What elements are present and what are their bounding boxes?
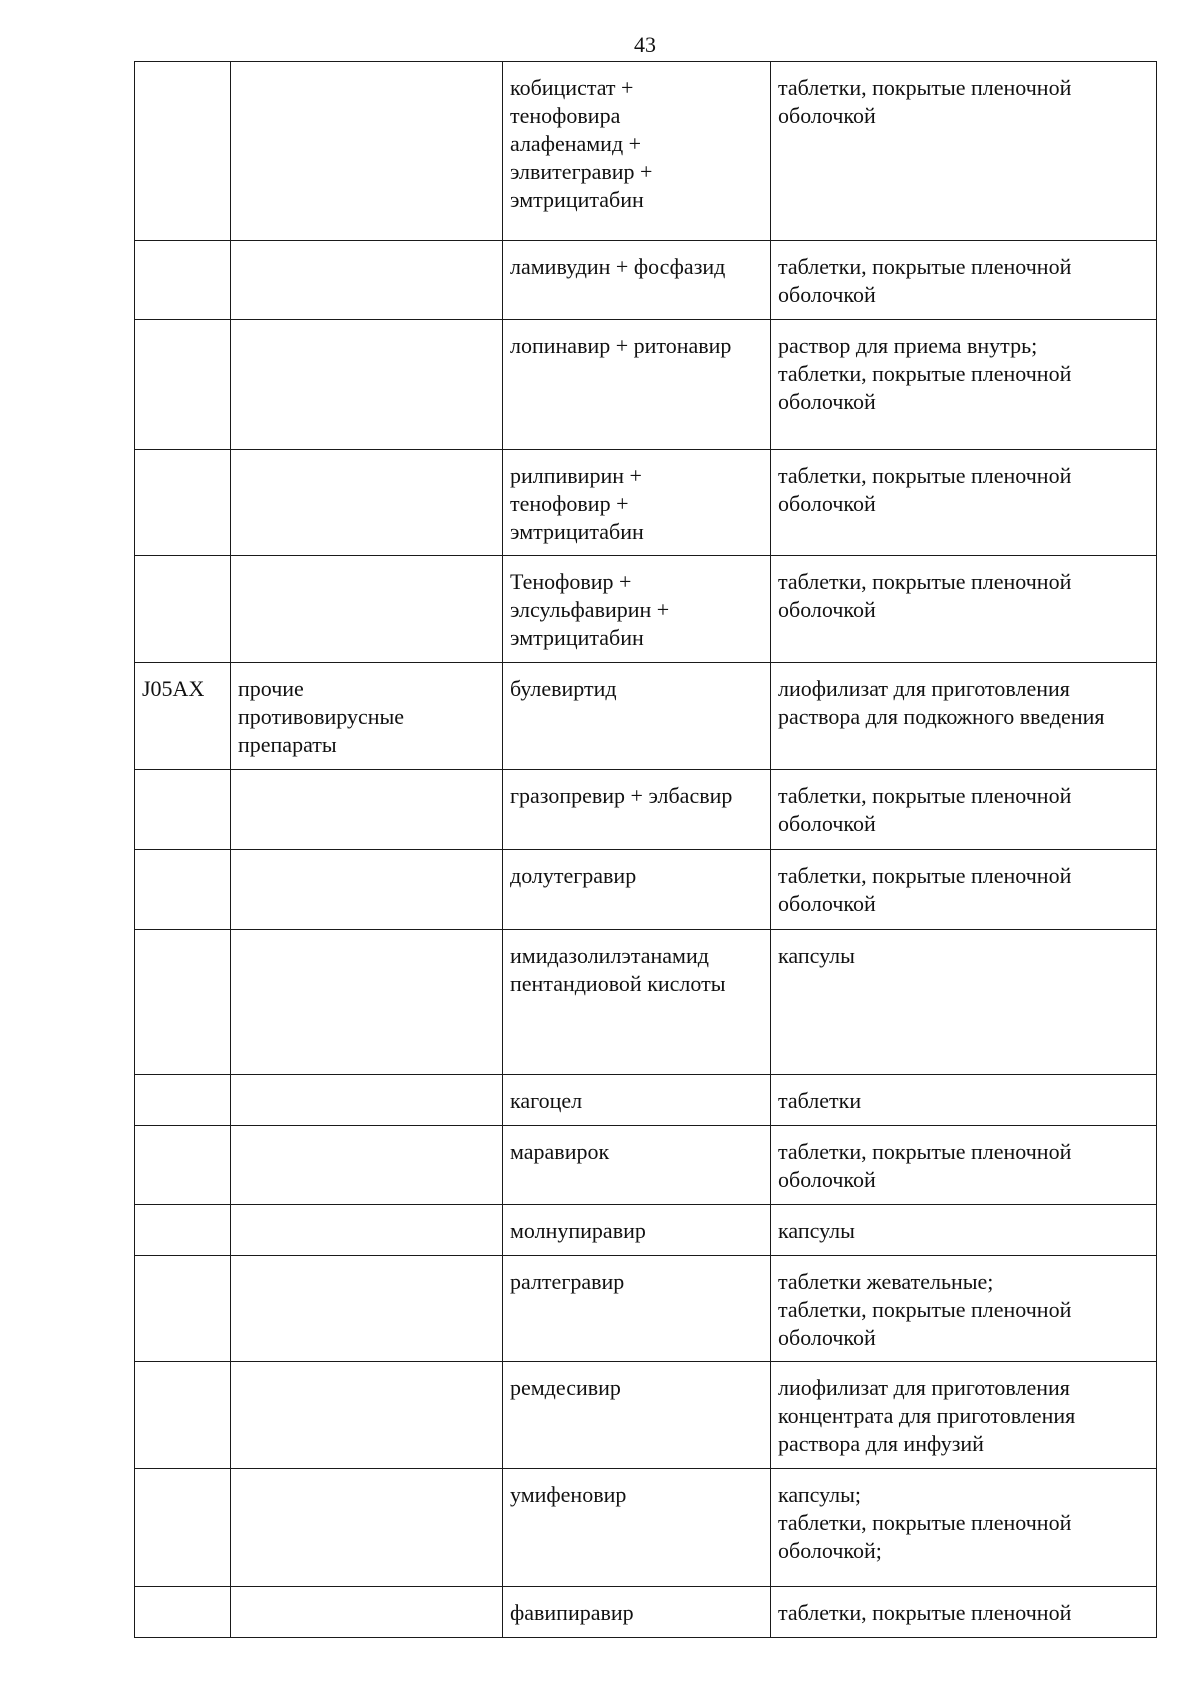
group-cell xyxy=(231,1126,503,1205)
atc-code-cell xyxy=(135,1205,231,1256)
atc-code-cell xyxy=(135,241,231,320)
atc-code-cell xyxy=(135,1075,231,1126)
drug-name-cell: фавипиравир xyxy=(503,1587,771,1638)
group-cell xyxy=(231,556,503,663)
drug-name-cell: маравирок xyxy=(503,1126,771,1205)
drug-name-cell: булевиртид xyxy=(503,663,771,770)
dosage-form-cell: таблетки xyxy=(771,1075,1157,1126)
dosage-form-cell: таблетки, покрытые пленочной оболочкой xyxy=(771,1126,1157,1205)
table-row xyxy=(135,663,1157,770)
table-row xyxy=(135,450,1157,556)
dosage-form-cell: таблетки, покрытые пленочной оболочкой xyxy=(771,770,1157,850)
drug-name-cell: умифеновир xyxy=(503,1469,771,1587)
group-cell xyxy=(231,1362,503,1469)
table-row xyxy=(135,62,1157,241)
atc-code-cell xyxy=(135,1256,231,1362)
table-row xyxy=(135,556,1157,663)
group-cell xyxy=(231,320,503,450)
dosage-form-cell: капсулы xyxy=(771,930,1157,1075)
dosage-form-cell: капсулы xyxy=(771,1205,1157,1256)
group-cell xyxy=(231,850,503,930)
atc-code-cell xyxy=(135,62,231,241)
atc-code-cell xyxy=(135,320,231,450)
dosage-form-cell: лиофилизат для приготовления концентрата для приготовления раствора для инфузий xyxy=(771,1362,1157,1469)
table-row xyxy=(135,850,1157,930)
drug-name-cell: ралтегравир xyxy=(503,1256,771,1362)
dosage-form-cell: таблетки, покрытые пленочной оболочкой xyxy=(771,450,1157,556)
group-cell xyxy=(231,241,503,320)
drug-name-cell: рилпивирин + тенофовир + эмтрицитабин xyxy=(503,450,771,556)
drug-name-cell: гразопревир + элбасвир xyxy=(503,770,771,850)
atc-code-cell xyxy=(135,450,231,556)
dosage-form-cell: лиофилизат для приготовления раствора для подкожного введения xyxy=(771,663,1157,770)
dosage-form-cell: таблетки, покрытые пленочной xyxy=(771,1587,1157,1638)
atc-code-cell xyxy=(135,930,231,1075)
atc-code-cell: J05AX xyxy=(135,663,231,770)
table-row xyxy=(135,1587,1157,1638)
dosage-form-cell: таблетки, покрытые пленочной оболочкой xyxy=(771,556,1157,663)
drug-name-cell: лопинавир + ритонавир xyxy=(503,320,771,450)
dosage-form-cell: таблетки, покрытые пленочной оболочкой xyxy=(771,850,1157,930)
table-row xyxy=(135,1126,1157,1205)
atc-code-cell xyxy=(135,556,231,663)
drug-name-cell: ламивудин + фосфазид xyxy=(503,241,771,320)
dosage-form-cell: капсулы; таблетки, покрытые пленочной оболочкой; xyxy=(771,1469,1157,1587)
drug-name-cell: имидазолилэтанамид пентандиовой кислоты xyxy=(503,930,771,1075)
drug-name-cell: долутегравир xyxy=(503,850,771,930)
group-cell xyxy=(231,930,503,1075)
drug-name-cell: кобицистат + тенофовира алафенамид + элвитегравир + эмтрицитабин xyxy=(503,62,771,241)
atc-code-cell xyxy=(135,1587,231,1638)
atc-code-cell xyxy=(135,770,231,850)
group-cell xyxy=(231,1587,503,1638)
table-row xyxy=(135,930,1157,1075)
group-cell xyxy=(231,1205,503,1256)
page-number: 43 xyxy=(634,32,656,57)
dosage-form-cell: таблетки жевательные; таблетки, покрытые пленочной оболочкой xyxy=(771,1256,1157,1362)
atc-code-cell xyxy=(135,1469,231,1587)
table-row xyxy=(135,1205,1157,1256)
table-row xyxy=(135,770,1157,850)
table-row xyxy=(135,241,1157,320)
group-cell xyxy=(231,62,503,241)
drug-name-cell: Тенофовир + элсульфавирин + эмтрицитабин xyxy=(503,556,771,663)
drug-name-cell: кагоцел xyxy=(503,1075,771,1126)
drug-name-cell: молнупиравир xyxy=(503,1205,771,1256)
group-cell xyxy=(231,450,503,556)
table-row xyxy=(135,1256,1157,1362)
atc-code-cell xyxy=(135,1126,231,1205)
group-cell xyxy=(231,1256,503,1362)
table-row xyxy=(135,1075,1157,1126)
table-row xyxy=(135,1469,1157,1587)
group-cell: прочие противовирусные препараты xyxy=(231,663,503,770)
drug-name-cell: ремдесивир xyxy=(503,1362,771,1469)
dosage-form-cell: таблетки, покрытые пленочной оболочкой xyxy=(771,241,1157,320)
dosage-form-cell: раствор для приема внутрь; таблетки, покрытые пленочной оболочкой xyxy=(771,320,1157,450)
group-cell xyxy=(231,1469,503,1587)
atc-code-cell xyxy=(135,1362,231,1469)
dosage-form-cell: таблетки, покрытые пленочной оболочкой xyxy=(771,62,1157,241)
table-row xyxy=(135,1362,1157,1469)
group-cell xyxy=(231,770,503,850)
table-row xyxy=(135,320,1157,450)
group-cell xyxy=(231,1075,503,1126)
drug-table xyxy=(134,61,1157,1638)
atc-code-cell xyxy=(135,850,231,930)
